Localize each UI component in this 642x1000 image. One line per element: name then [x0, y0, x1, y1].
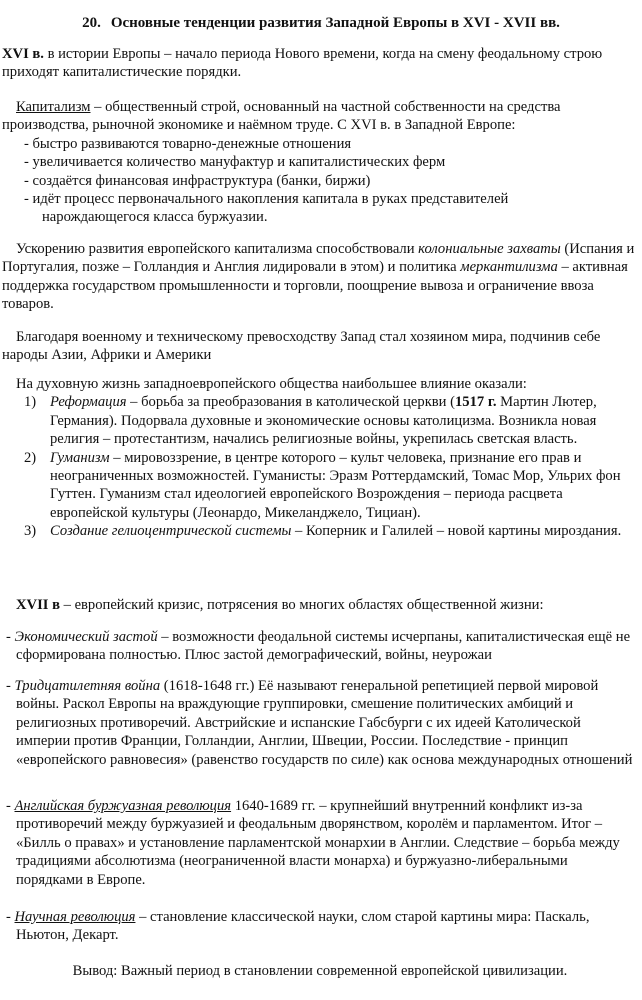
war-text: (1618-1648 гг.) Её называют генеральной репетицией первой мировой войны. Раскол Европы на враждующие группировки, смешение политических амбиций и религиозных противоречий. Австрийские и испанские Габсбурги с их идеей Католической империи против Франции, Голландии, Англии, Швеции, России. Последствие - принцип «европейского равновесия» (равенство государств по силе) как основа международных отношений	[16, 678, 633, 768]
revolution-paragraph	[2, 797, 638, 889]
list-item	[2, 449, 638, 523]
xvii-text: – европейский кризис, потрясения во многих областях общественной жизни:	[59, 597, 544, 613]
dash: -	[6, 678, 15, 694]
acceleration-text: (Испания и Португалия, позже – Голландия и Англия лидировали в этом) и политика	[2, 241, 635, 276]
item-year: 1517 г.	[455, 394, 497, 411]
revolution-term: Английская буржуазная революция	[14, 798, 232, 814]
war-paragraph	[2, 677, 638, 769]
list-item-continuation: нарождающегося класса буржуазии.	[42, 209, 268, 226]
dash: -	[6, 909, 15, 925]
dash: -	[6, 629, 15, 645]
capitalism-def: – общественный строй, основанный на частной собственности на средства производства, рыночной экономике и наёмном труде. С XVI в. в Западной Европе:	[2, 99, 561, 134]
dominance-paragraph: Благодаря военному и техническому превосходству Запад стал хозяином мира, подчинив себе народы Азии, Африки и Америки	[2, 329, 601, 364]
list-item: - быстро развиваются товарно-денежные отношения	[24, 135, 352, 152]
title-number: 20.	[82, 15, 101, 31]
list-item	[2, 522, 638, 540]
item-text: – борьба за преобразования в католической церкви (	[126, 394, 455, 411]
item-number: 2)	[24, 449, 37, 466]
science-paragraph	[2, 908, 638, 945]
spiritual-list	[2, 393, 638, 540]
econ-term: Экономический застой	[14, 629, 158, 645]
item-term: Реформация	[50, 394, 127, 411]
conclusion: Вывод: Важный период в становлении современной европейской цивилизации.	[72, 963, 568, 979]
item-number: 3)	[24, 523, 37, 540]
list-item: - создаётся финансовая инфраструктура (банки, биржи)	[24, 172, 371, 189]
list-item: - идёт процесс первоначального накопления капитала в руках представителей	[24, 191, 509, 208]
capitalism-section	[2, 98, 638, 227]
dash: -	[6, 798, 15, 814]
mercantilism-term: меркантилизма	[460, 259, 558, 276]
xvii-century: XVII в	[16, 597, 60, 613]
item-number: 1)	[24, 394, 37, 411]
list-item	[2, 393, 638, 448]
title-text: Основные тенденции развития Западной Европы в XVI - XVII вв.	[110, 15, 560, 31]
item-text: Мартин Лютер, Германия). Подорвала духовные и экономические основы католицизма. Возникла новая религия – протестантизм, начались религиозные войны, укрепилась светская власть.	[50, 394, 597, 448]
spiritual-lead: На духовную жизнь западноевропейского общества наибольшее влияние оказали:	[16, 376, 527, 392]
xvii-heading	[2, 596, 638, 614]
item-term: Гуманизм	[50, 449, 110, 466]
econ-paragraph	[2, 628, 638, 665]
acceleration-text: Ускорению развития европейского капитализма способствовали	[16, 241, 419, 257]
revolution-text: 1640-1689 гг. – крупнейший внутренний конфликт из-за противоречий между буржуазией и феодальным дворянством, королём и парламентом. Итог – «Билль о правах» и установление парламентской монархии в Англии. Следствие – борьба между традициями абсолютизма (неограниченной власти монарха) и буржуазно-либеральными порядками в Европе.	[16, 798, 620, 888]
item-term: Создание гелиоцентрической системы	[50, 523, 292, 540]
science-term: Научная революция	[14, 909, 136, 925]
item-text: – Коперник и Галилей – новой картины мироздания.	[291, 523, 622, 540]
page-title	[0, 14, 642, 32]
acceleration-text: – активная поддержка государством промышленности и торговли, поощрение вывоза и ограничение ввоза товаров.	[2, 259, 628, 313]
intro-paragraph	[2, 45, 638, 82]
war-term: Тридцатилетняя война	[14, 678, 161, 694]
list-item: - увеличивается количество мануфактур и капиталистических ферм	[24, 154, 446, 171]
intro-text: в истории Европы – начало периода Нового времени, когда на смену феодальному строю приходят капиталистические порядки.	[2, 46, 603, 81]
intro-century: XVI в.	[2, 46, 44, 62]
spiritual-section	[2, 375, 638, 541]
item-text: – мировоззрение, в центре которого – культ человека, признание его прав и неограниченных возможностей. Гуманисты: Эразм Роттердамский, Томас Мор, Ульрих фон Гуттен. Гуманизм стал идеологией европейского Возрождения – периода расцвета европейской культуры (Леонардо, Микеланджело, Тициан).	[50, 449, 621, 521]
science-text: – становление классической науки, слом старой картины мира: Паскаль, Ньютон, Декарт.	[16, 909, 590, 944]
colonial-term: колониальные захваты	[418, 241, 561, 257]
capitalism-definition	[2, 98, 638, 135]
capitalism-term: Капитализм	[16, 99, 91, 115]
acceleration-paragraph	[2, 240, 638, 314]
econ-text: – возможности феодальной системы исчерпаны, капиталистическая ещё не сформирована полностью. Плюс застой демографический, войны, неурожаи	[16, 629, 631, 664]
